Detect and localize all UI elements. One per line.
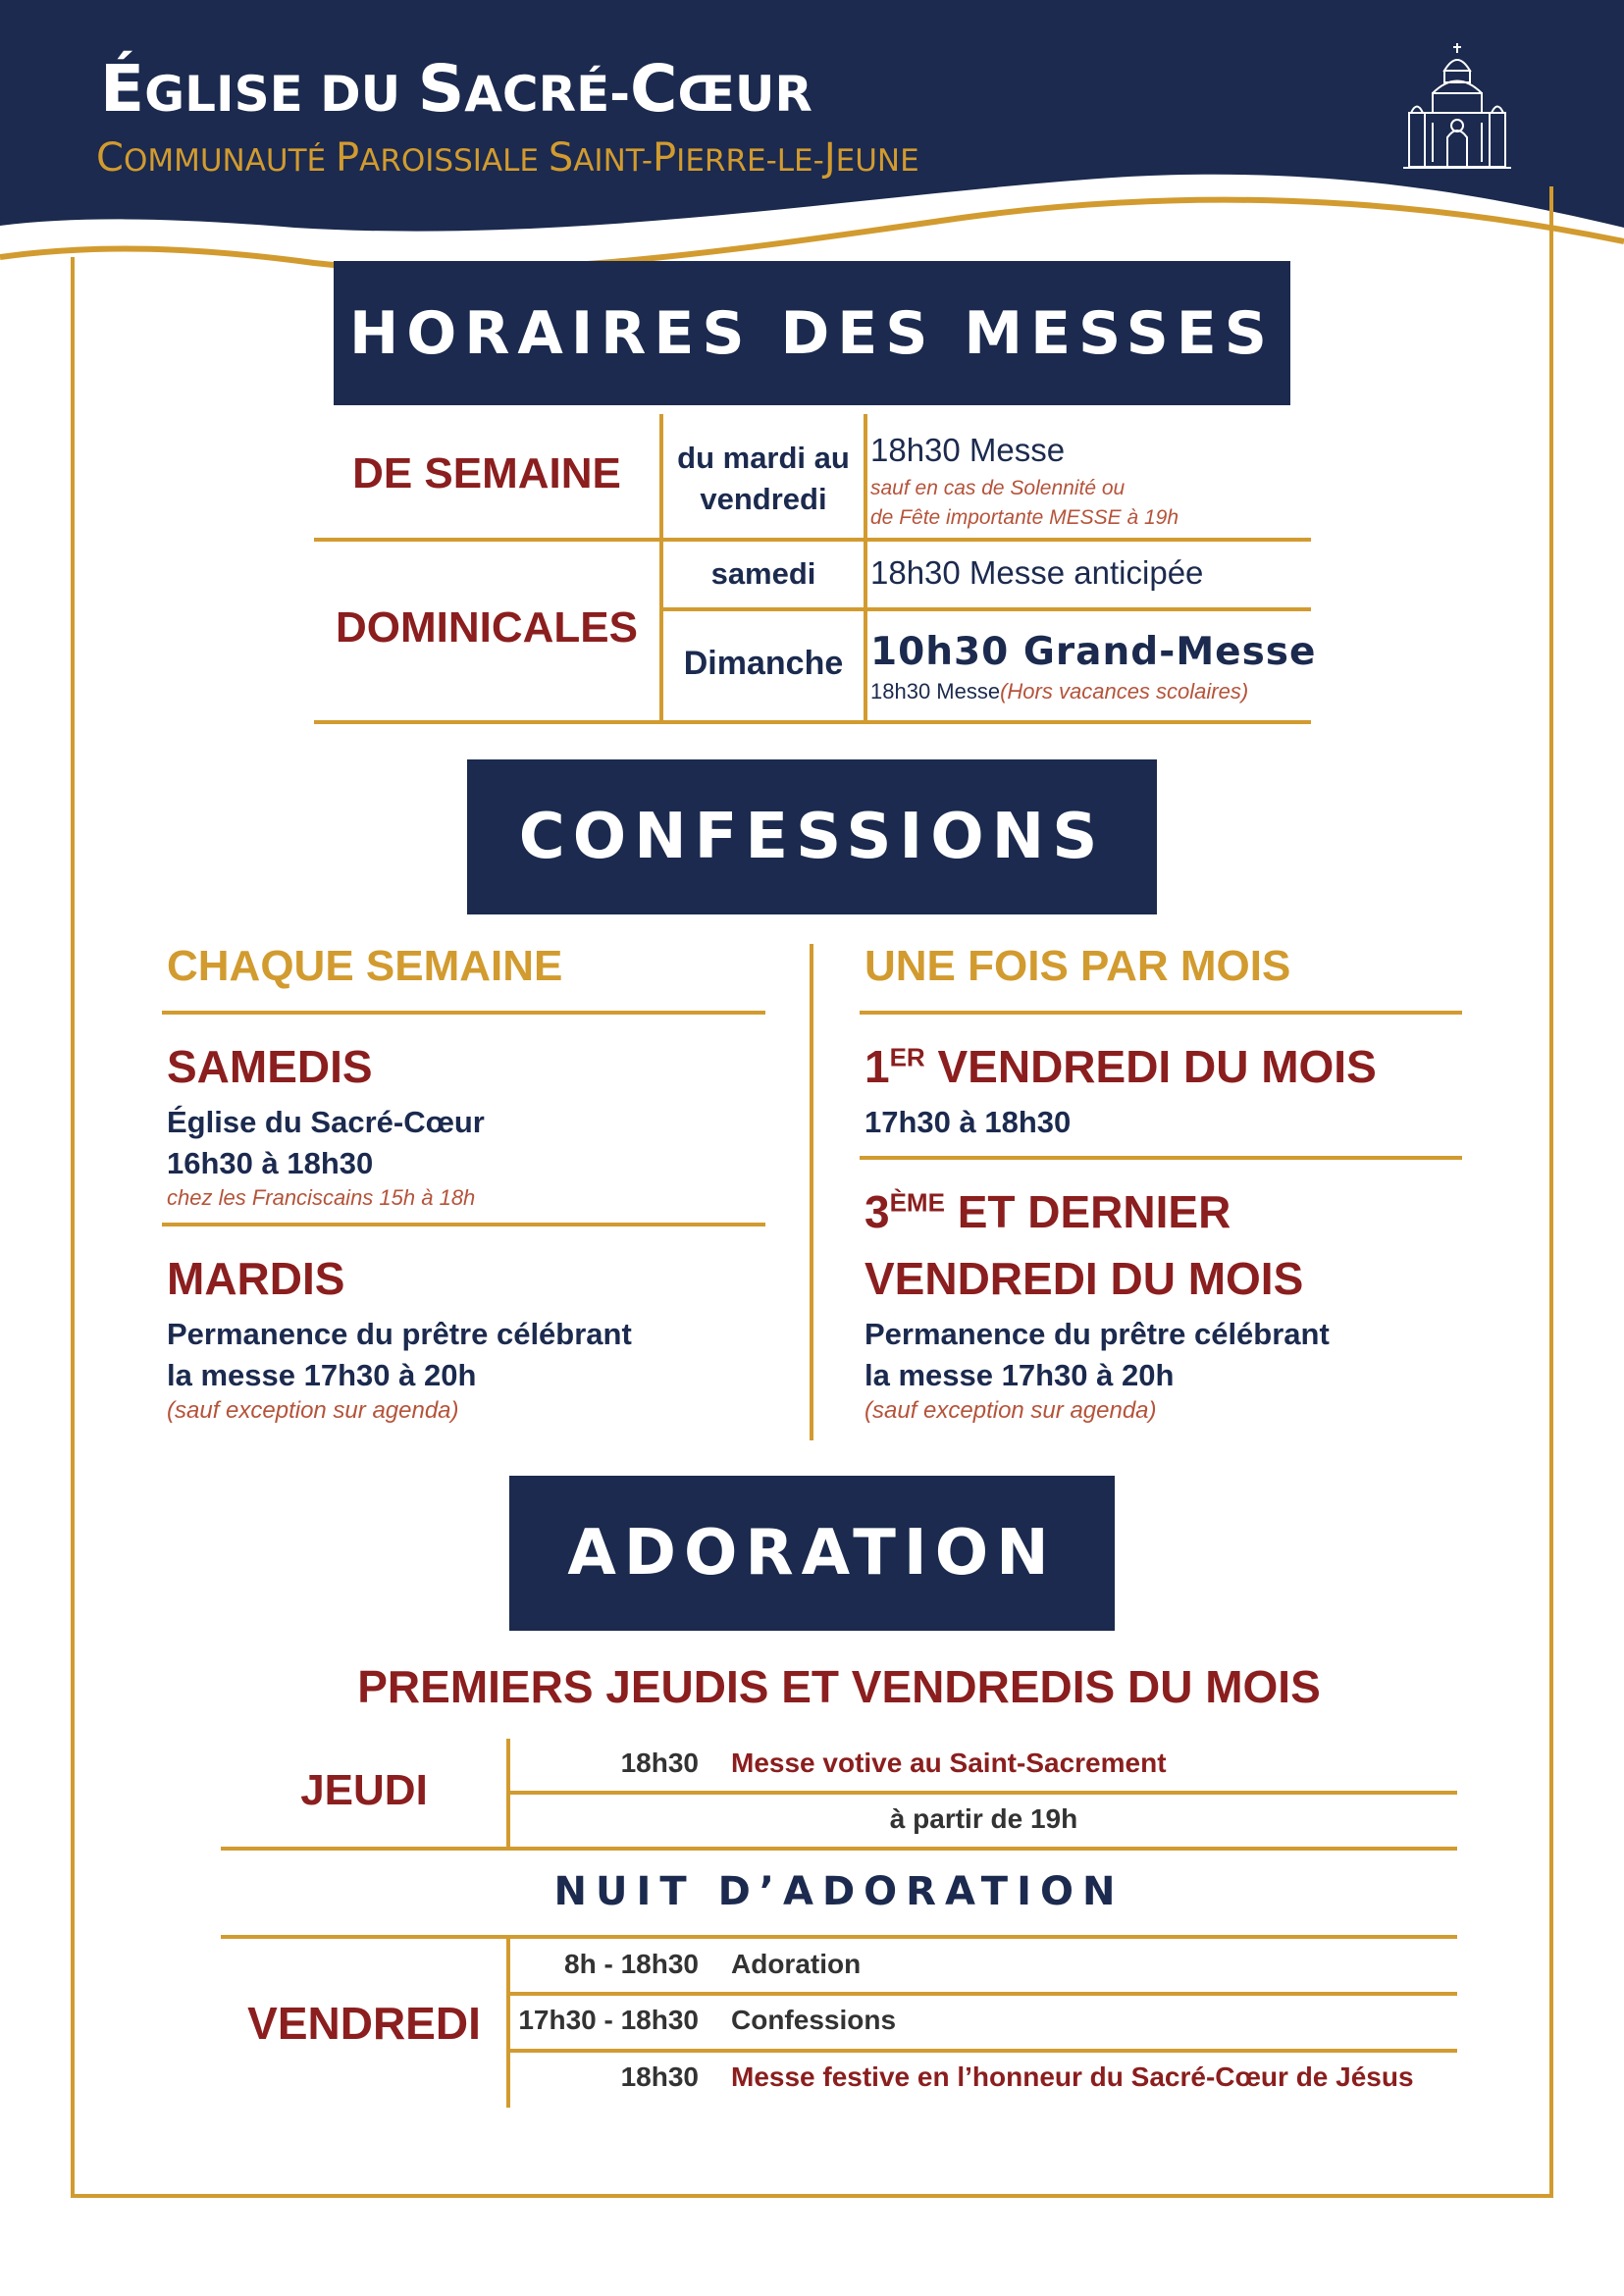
vendredi-row-1-line [510,1992,1457,1996]
jeudi-from: à partir de 19h [889,1803,1078,1834]
vendredi-label: VENDREDI [247,1998,481,2049]
monthly-header: UNE FOIS PAR MOIS [864,942,1291,990]
frame-left [71,257,75,2198]
confessions-banner: CONFESSIONS [467,759,1157,914]
frame-right [1549,186,1553,2198]
third-friday-line2: VENDREDI DU MOIS [864,1253,1304,1304]
vendredi-row-1-time: 8h - 18h30 [564,1949,699,1979]
masses-divider-2 [663,607,1311,611]
frame-bottom [71,2194,1553,2198]
third-friday-line3: Permanence du prêtre célébrant [864,1317,1330,1351]
sunday-time: 10h30 Grand-Messe [870,630,1317,674]
third-friday-title: 3ÈME ET DERNIER [864,1186,1231,1237]
weekday-label: DE SEMAINE [352,449,621,497]
mardis-line1: Permanence du prêtre célébrant [167,1317,632,1351]
vendredi-row-3-time: 18h30 [620,2061,699,2092]
night-bottom-line [221,1935,1457,1939]
vendredi-row-2-line [510,2049,1457,2053]
vendredi-row-2-desc: Confessions [731,2005,897,2035]
third-friday-line4: la messe 17h30 à 20h [864,1358,1175,1392]
first-friday-line [860,1156,1462,1160]
samedis-note: chez les Franciscains 15h à 18h [167,1185,476,1210]
samedis-line [162,1223,765,1226]
first-friday-title: 1ER VENDREDI DU MOIS [864,1041,1377,1092]
jeudi-row-desc: Messe votive au Saint-Sacrement [731,1748,1167,1778]
weekday-time: 18h30 Messe [870,432,1066,468]
jeudi-label: JEUDI [300,1766,428,1814]
mardis-note: (sauf exception sur agenda) [167,1397,459,1424]
vendredi-row-3-desc: Messe festive en l’honneur du Sacré-Cœur de Jésus [731,2061,1414,2092]
samedis-title: SAMEDIS [167,1041,373,1092]
monthly-header-line [860,1011,1462,1015]
confessions-center-divider [810,944,813,1440]
adoration-banner: ADORATION [509,1476,1115,1631]
weekday-note: sauf en cas de Solennité ou de Fête importante MESSE à 19h [870,477,1179,529]
sunday-day: Dimanche [683,645,844,682]
weekly-header: CHAQUE SEMAINE [167,942,563,990]
third-friday-note: (sauf exception sur agenda) [864,1397,1157,1424]
jeudi-bottom-line [221,1847,1457,1851]
samedis-place: Église du Sacré-Cœur [167,1105,485,1139]
weekly-header-line [162,1011,765,1015]
parish-subtitle: COMMUNAUTÉ PAROISSIALE SAINT-PIERRE-LE-JEUNE [96,135,919,181]
saturday-time: 18h30 Messe anticipée [870,554,1204,591]
samedis-time: 16h30 à 18h30 [167,1146,374,1180]
first-friday-time: 17h30 à 18h30 [864,1105,1072,1139]
night-adoration-title: NUIT D’ADORATION [553,1869,1125,1914]
masses-banner: HORAIRES DES MESSES [334,261,1290,405]
mardis-line2: la messe 17h30 à 20h [167,1358,477,1392]
vendredi-row-1-desc: Adoration [731,1949,862,1979]
sunday-label: DOMINICALES [336,603,638,652]
weekday-days: du mardi au vendredi [677,441,850,516]
jeudi-row-time: 18h30 [620,1748,699,1778]
adoration-subtitle: PREMIERS JEUDIS ET VENDREDIS DU MOIS [357,1661,1321,1712]
vendredi-row-2-time: 17h30 - 18h30 [518,2005,699,2035]
church-title: ÉGLISE DU SACRÉ-CŒUR [100,51,812,127]
masses-divider-1 [314,538,1311,542]
church-logo-icon [1403,39,1511,172]
mardis-title: MARDIS [167,1253,345,1304]
sunday-note: 18h30 Messe(Hors vacances scolaires) [870,679,1249,704]
masses-col-divider-2 [864,414,867,724]
masses-divider-3 [314,720,1311,724]
saturday-day: samedi [710,556,816,591]
jeudi-row-line [510,1791,1457,1795]
